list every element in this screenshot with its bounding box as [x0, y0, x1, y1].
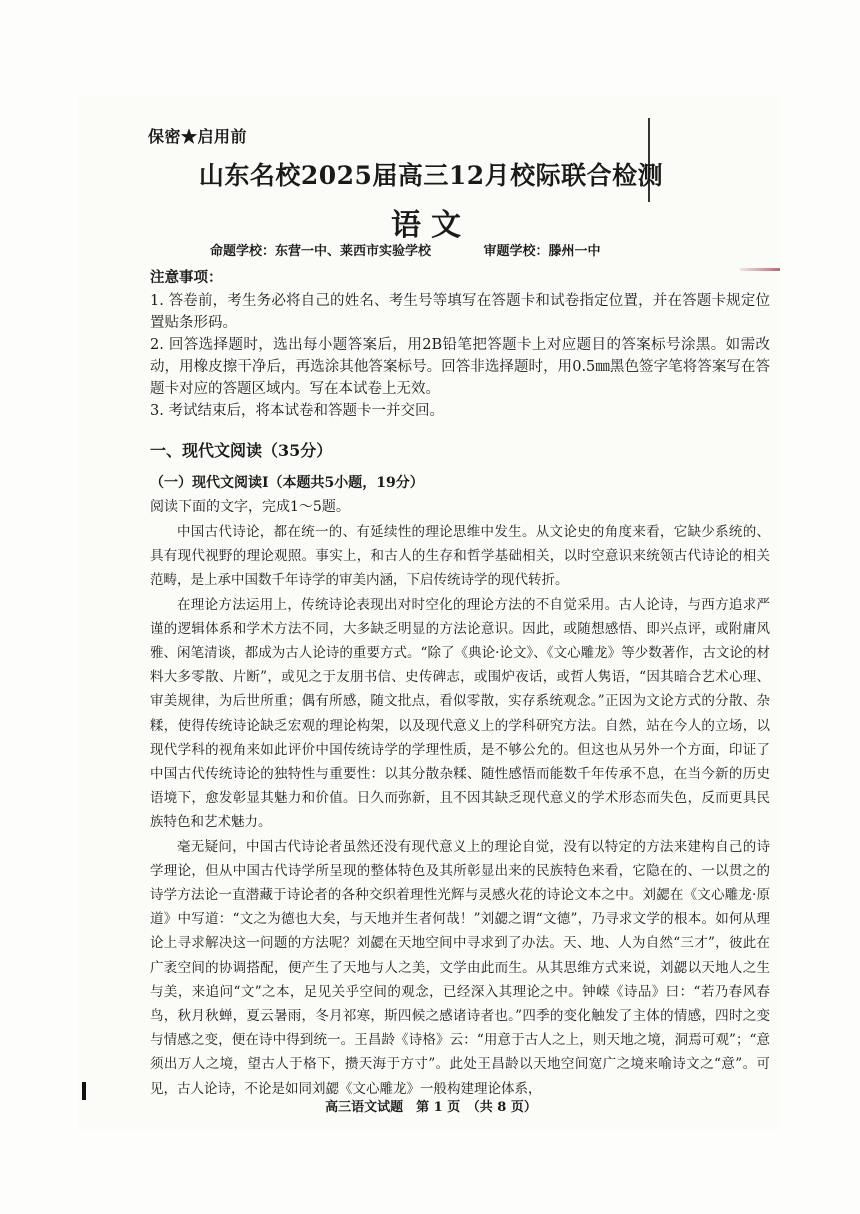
passage-paragraph: 中国古代诗论，都在统一的、有延续性的理论思维中发生。从文论史的角度来看，它缺少系统的、具有现代视野的理论观照。事实上，和古人的生存和哲学基础相关，以时空意识来统领古代诗论的相关范畴，是上承中国数千年诗学的审美内涵，下启传统诗学的现代转折。: [150, 524, 770, 589]
reviewer-school: 审题学校：滕州一中: [483, 244, 601, 259]
scan-edge-mark: [82, 1082, 86, 1100]
notice-list: [150, 290, 770, 422]
notice-title: 注意事项：: [150, 269, 223, 286]
reading-instruction: 阅读下面的文字，完成1～5题。: [150, 499, 350, 515]
scan-streak: [740, 268, 780, 271]
notice-item: 3. 考试结束后，将本试卷和答题卡一并交回。: [150, 403, 444, 419]
reading-passage: [150, 520, 770, 1101]
section-title: 一、现代文阅读（35分）: [150, 441, 333, 460]
confidential-label: 保密★启用前: [148, 127, 248, 146]
subject-title: 语文: [391, 208, 471, 243]
passage-paragraph: 在理论方法运用上，传统诗论表现出对时空化的理论方法的不自觉采用。古人论诗，与西方追求严谨的逻辑体系和学术方法不同，大多缺乏明显的方法论意识。因此，或随想感悟、即兴点评，或附庸风雅、闲笔清谈，都成为古人论诗的重要方式。“除了《典论·论文》、《文心雕龙》等少数著作，古文论的材料大多零散、片断”，或见之于友朋书信、史传碑志，或围炉夜话，或哲人隽语，“因其暗合艺术心理、审美规律，为后世所重；偶有所感，随文批点，看似零散，实存系统观念。”正因为文论方式的分散、杂糅，使得传统诗论缺乏宏观的理论构架，以及现代意义上的学科研究方法。自然，站在今人的立场，以现代学科的视角来如此评价中国传统诗学的学理性质，是不够公允的。但这也从另外一个方面，印证了中国古代传统诗论的独特性与重要性：以其分散杂糅、随性感悟而能数千年传承不息，在当今新的历史语境下，愈发彰显其魅力和价值。日久而弥新，且不因其缺乏现代意义的学术形态而失色，反而更具民族特色和艺术魅力。: [150, 596, 770, 831]
exam-title: 山东名校2025届高三12月校际联合检测: [198, 161, 664, 190]
notice-item: 2. 回答选择题时，选出每小题答案后，用2B铅笔把答题卡上对应题目的答案标号涂黑。如需改动，用橡皮擦干净后，再选涂其他答案标号。回答非选择题时，用0.5㎜黑色签字笔将答案写在答题卡对应的答题区域内。写在本试卷上无效。: [150, 337, 770, 397]
setter-school: 命题学校：东营一中、莱西市实验学校: [210, 244, 432, 259]
subsection-title: （一）现代文阅读Ⅰ（本题共5小题，19分）: [150, 475, 424, 491]
notice-item: 1. 答卷前，考生务必将自己的姓名、考生号等填写在答题卡和试卷指定位置，并在答题卡规定位置贴条形码。: [150, 293, 770, 331]
passage-paragraph: 毫无疑问，中国古代诗论者虽然还没有现代意义上的理论自觉，没有以特定的方法来建构自己的诗学理论，但从中国古代诗学所呈现的整体特色及其所彰显出来的民族特色来看，它隐在的、一以贯之的诗学方法论一直潜藏于诗论者的各种交织着理性光辉与灵感火花的诗论文本之中。刘勰在《文心雕龙·原道》中写道：“文之为德也大矣，与天地并生者何哉！”刘勰之谓“文德”，乃寻求文学的根本。如何从理论上寻求解决这一问题的方法呢？刘勰在天地空间中寻求到了办法。天、地、人为自然“三才”，彼此在广袤空间的协调搭配，便产生了天地与人之美，文学由此而生。从其思维方式来说，刘勰以天地人之生与美，来追问“文”之本，足见关乎空间的观念，已经深入其理论之中。钟嵘《诗品》曰：“若乃春风春鸟，秋月秋蝉，夏云暑雨，冬月祁寒，斯四候之感诸诗者也。”四季的变化触发了主体的情感，四时之变与情感之变，便在诗中得到统一。王昌龄《诗格》云：“用意于古人之上，则天地之境，洞焉可观”；“意须出万人之境，望古人于格下，攒天海于方寸”。此处王昌龄以天地空间宽广之境来喻诗文之“意”。可见，古人论诗，不论是如同刘勰《文心雕龙》一般构建理论体系，: [150, 838, 770, 1097]
school-info: [210, 240, 730, 259]
page-footer: 高三语文试题 第 1 页 （共 8 页）: [325, 1100, 537, 1115]
